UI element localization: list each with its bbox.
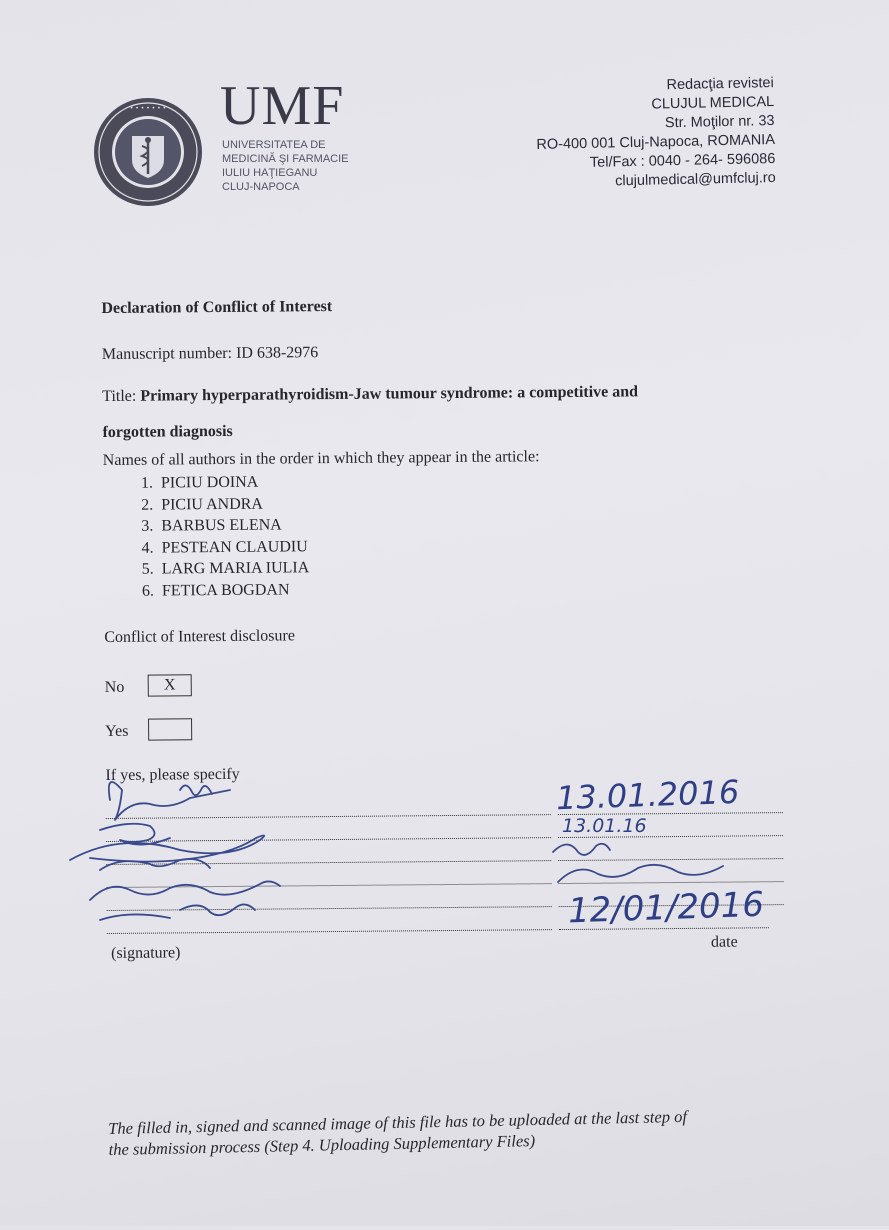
footer-note: The filled in, signed and scanned image of this file has to be uploaded at the last step of the submission process (Step 4. Uploading Supplementary Files) [108, 1106, 688, 1159]
manuscript-number: Manuscript number: ID 638-2976 [101, 344, 319, 364]
umf-logo-text: UMF [220, 75, 345, 137]
signature-label: (signature) [110, 944, 181, 962]
no-label: No [104, 678, 125, 697]
authors-intro: Names of all authors in the order in which they appear in the article: [102, 448, 540, 470]
yes-label: Yes [105, 722, 129, 741]
specify-label: If yes, please specify [105, 765, 240, 785]
handwritten-date: 13.01.16 [562, 815, 647, 837]
handwritten-date: 13.01.2016 [555, 772, 740, 818]
author-item: 2. PICIU ANDRA [157, 493, 309, 516]
svg-text:• • • • • • •: • • • • • • • [129, 105, 167, 112]
author-item: 3. BARBUS ELENA [157, 514, 309, 537]
yes-checkbox[interactable] [148, 718, 192, 740]
handwritten-signatures [60, 760, 360, 960]
form-heading: Declaration of Conflict of Interest [101, 298, 333, 318]
disclosure-label: Conflict of Interest disclosure [104, 627, 296, 647]
date-label: date [710, 933, 738, 951]
article-title: Primary hyperparathyroidism-Jaw tumour syndrome: a competitive and [140, 383, 639, 405]
article-title-continued: forgotten diagnosis [102, 422, 233, 442]
author-item: 1. PICIU DOINA [157, 471, 309, 494]
no-checkbox[interactable]: X [148, 674, 192, 696]
journal-contact-block: Redacţia revistei CLUJUL MEDICAL Str. Moţilor nr. 33 RO-400 001 Cluj-Napoca, ROMANIA Tel/Fax : 0040 - 264- 596086 clujulmedical@umfcluj.ro [536, 74, 777, 190]
author-item: 4. PESTEAN CLAUDIU [157, 536, 309, 559]
handwritten-initials [548, 832, 748, 892]
title-label: Title: [102, 387, 141, 406]
handwritten-date: 12/01/2016 [567, 884, 765, 932]
university-name: UNIVERSITATEA DE MEDICINĂ ŞI FARMACIE IULIU HAŢIEGANU CLUJ-NAPOCA [222, 139, 349, 193]
title-line [102, 383, 638, 406]
author-item: 5. LARG MARIA IULIA [158, 557, 310, 580]
author-item: 6. FETICA BOGDAN [158, 579, 310, 602]
authors-list [103, 471, 310, 602]
